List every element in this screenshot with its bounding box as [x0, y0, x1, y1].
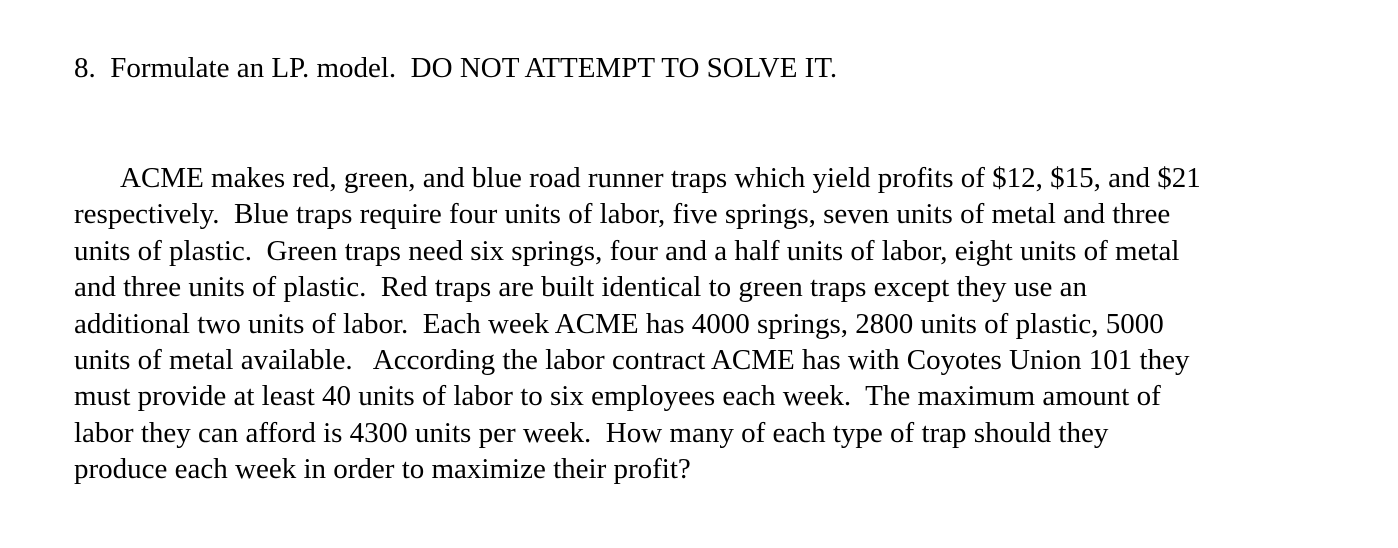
- paragraph-line: must provide at least 40 units of labor to six employees each week. The maximum amount of: [74, 380, 1161, 413]
- paragraph-line: and three units of plastic. Red traps are built identical to green traps except they use an: [74, 271, 1088, 304]
- paragraph-line: units of metal available. According the labor contract ACME has with Coyotes Union 101 they: [74, 344, 1190, 377]
- paragraph-line: additional two units of labor. Each week ACME has 4000 springs, 2800 units of plastic, 5000: [74, 307, 1164, 340]
- paragraph-line: respectively. Blue traps require four units of labor, five springs, seven units of metal and three: [74, 198, 1171, 231]
- problem-paragraph: [74, 160, 1394, 488]
- paragraph-line: units of plastic. Green traps need six springs, four and a half units of labor, eight units of metal: [74, 234, 1180, 267]
- paragraph-line: labor they can afford is 4300 units per week. How many of each type of trap should they: [74, 416, 1109, 449]
- paragraph-line: produce each week in order to maximize their profit?: [74, 453, 691, 486]
- paragraph-line: ACME makes red, green, and blue road runner traps which yield profits of $12, $15, and $21: [120, 162, 1201, 194]
- problem-heading: 8. Formulate an LP. model. DO NOT ATTEMPT TO SOLVE IT.: [74, 52, 838, 84]
